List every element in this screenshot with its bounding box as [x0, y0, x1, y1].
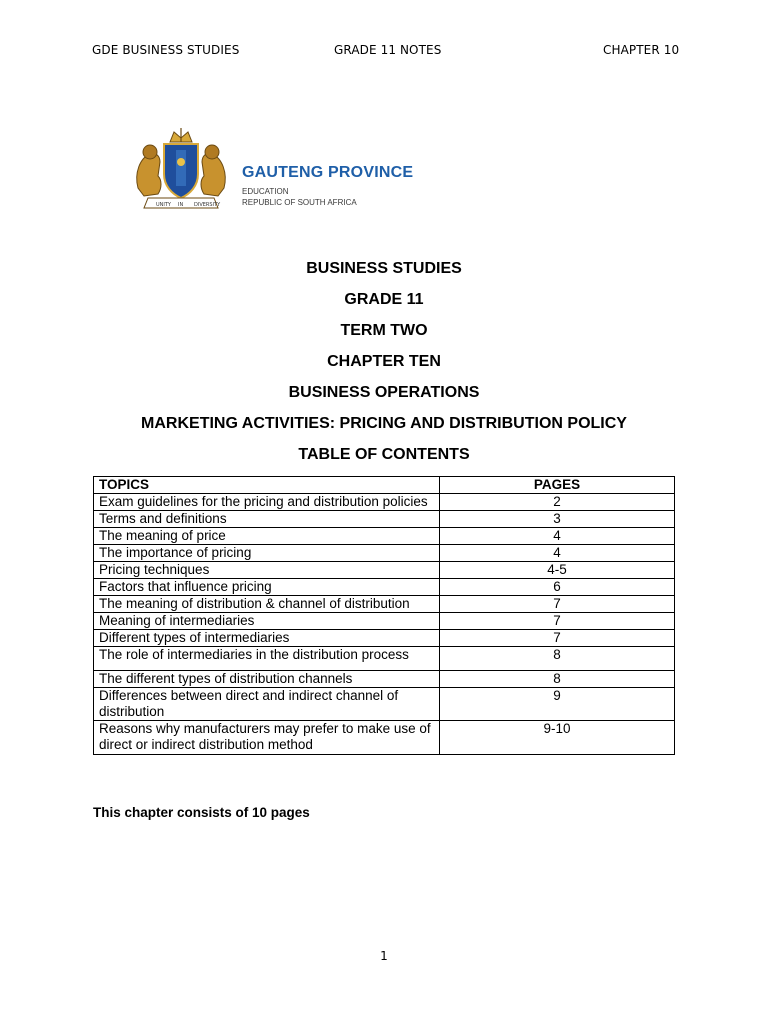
gauteng-logo — [130, 128, 430, 213]
topic-cell: Meaning of intermediaries — [94, 613, 440, 630]
logo-subtitle-country: REPUBLIC OF SOUTH AFRICA — [242, 198, 357, 207]
topic-cell: The importance of pricing — [94, 545, 440, 562]
heading-subject: BUSINESS STUDIES — [306, 260, 462, 277]
heading-subtopic: MARKETING ACTIVITIES: PRICING AND DISTRIBUTION POLICY — [141, 415, 627, 432]
topic-cell: The different types of distribution channels — [94, 671, 440, 688]
table-row — [94, 545, 675, 562]
table-row — [94, 494, 675, 511]
topic-cell: Reasons why manufacturers may prefer to make use of direct or indirect distribution method — [94, 721, 440, 755]
table-row — [94, 613, 675, 630]
topic-cell: The role of intermediaries in the distribution process — [94, 647, 440, 671]
ribbon-mid-text: IN — [178, 202, 184, 208]
pages-cell: 7 — [440, 630, 675, 647]
table-row — [94, 671, 675, 688]
table-of-contents — [93, 476, 675, 755]
pages-cell: 7 — [440, 613, 675, 630]
topic-cell: The meaning of price — [94, 528, 440, 545]
topic-cell: Exam guidelines for the pricing and distribution policies — [94, 494, 440, 511]
pages-cell: 3 — [440, 511, 675, 528]
pages-cell: 4 — [440, 528, 675, 545]
table-row — [94, 630, 675, 647]
pages-cell: 2 — [440, 494, 675, 511]
logo-title: GAUTENG PROVINCE — [242, 164, 414, 181]
pages-cell: 6 — [440, 579, 675, 596]
table-row — [94, 596, 675, 613]
topic-cell: Different types of intermediaries — [94, 630, 440, 647]
heading-toc: TABLE OF CONTENTS — [298, 446, 470, 463]
pages-cell: 7 — [440, 596, 675, 613]
pages-cell: 4-5 — [440, 562, 675, 579]
pages-cell: 4 — [440, 545, 675, 562]
heading-topic: BUSINESS OPERATIONS — [288, 384, 480, 401]
topic-cell: Pricing techniques — [94, 562, 440, 579]
topic-cell: Factors that influence pricing — [94, 579, 440, 596]
logo-subtitle-education: EDUCATION — [242, 187, 289, 196]
table-row — [94, 579, 675, 596]
pages-cell: 8 — [440, 671, 675, 688]
topic-cell: Differences between direct and indirect channel of distribution — [94, 688, 440, 721]
pages-cell: 9-10 — [440, 721, 675, 755]
table-row — [94, 511, 675, 528]
header-left: GDE BUSINESS STUDIES — [92, 43, 240, 57]
table-row — [94, 721, 675, 755]
chapter-length-note: This chapter consists of 10 pages — [93, 805, 310, 820]
ribbon-right-text: DIVERSITY — [194, 202, 221, 208]
heading-term: TERM TWO — [340, 322, 428, 339]
page-number: 1 — [380, 949, 388, 963]
table-row — [94, 528, 675, 545]
heading-grade: GRADE 11 — [344, 291, 424, 308]
table-row — [94, 562, 675, 579]
header-center: GRADE 11 NOTES — [334, 43, 442, 57]
table-row — [94, 647, 675, 671]
ribbon-left-text: UNITY — [156, 202, 171, 208]
table-row — [94, 688, 675, 721]
pages-cell: 8 — [440, 647, 675, 671]
topic-cell: The meaning of distribution & channel of distribution — [94, 596, 440, 613]
heading-chapter: CHAPTER TEN — [327, 353, 441, 370]
pages-cell: 9 — [440, 688, 675, 721]
table-header-row — [94, 477, 675, 494]
header-right: CHAPTER 10 — [603, 43, 680, 57]
column-header-pages: PAGES — [440, 477, 675, 494]
topic-cell: Terms and definitions — [94, 511, 440, 528]
coat-of-arms-icon — [130, 128, 232, 213]
column-header-topics: TOPICS — [94, 477, 440, 494]
